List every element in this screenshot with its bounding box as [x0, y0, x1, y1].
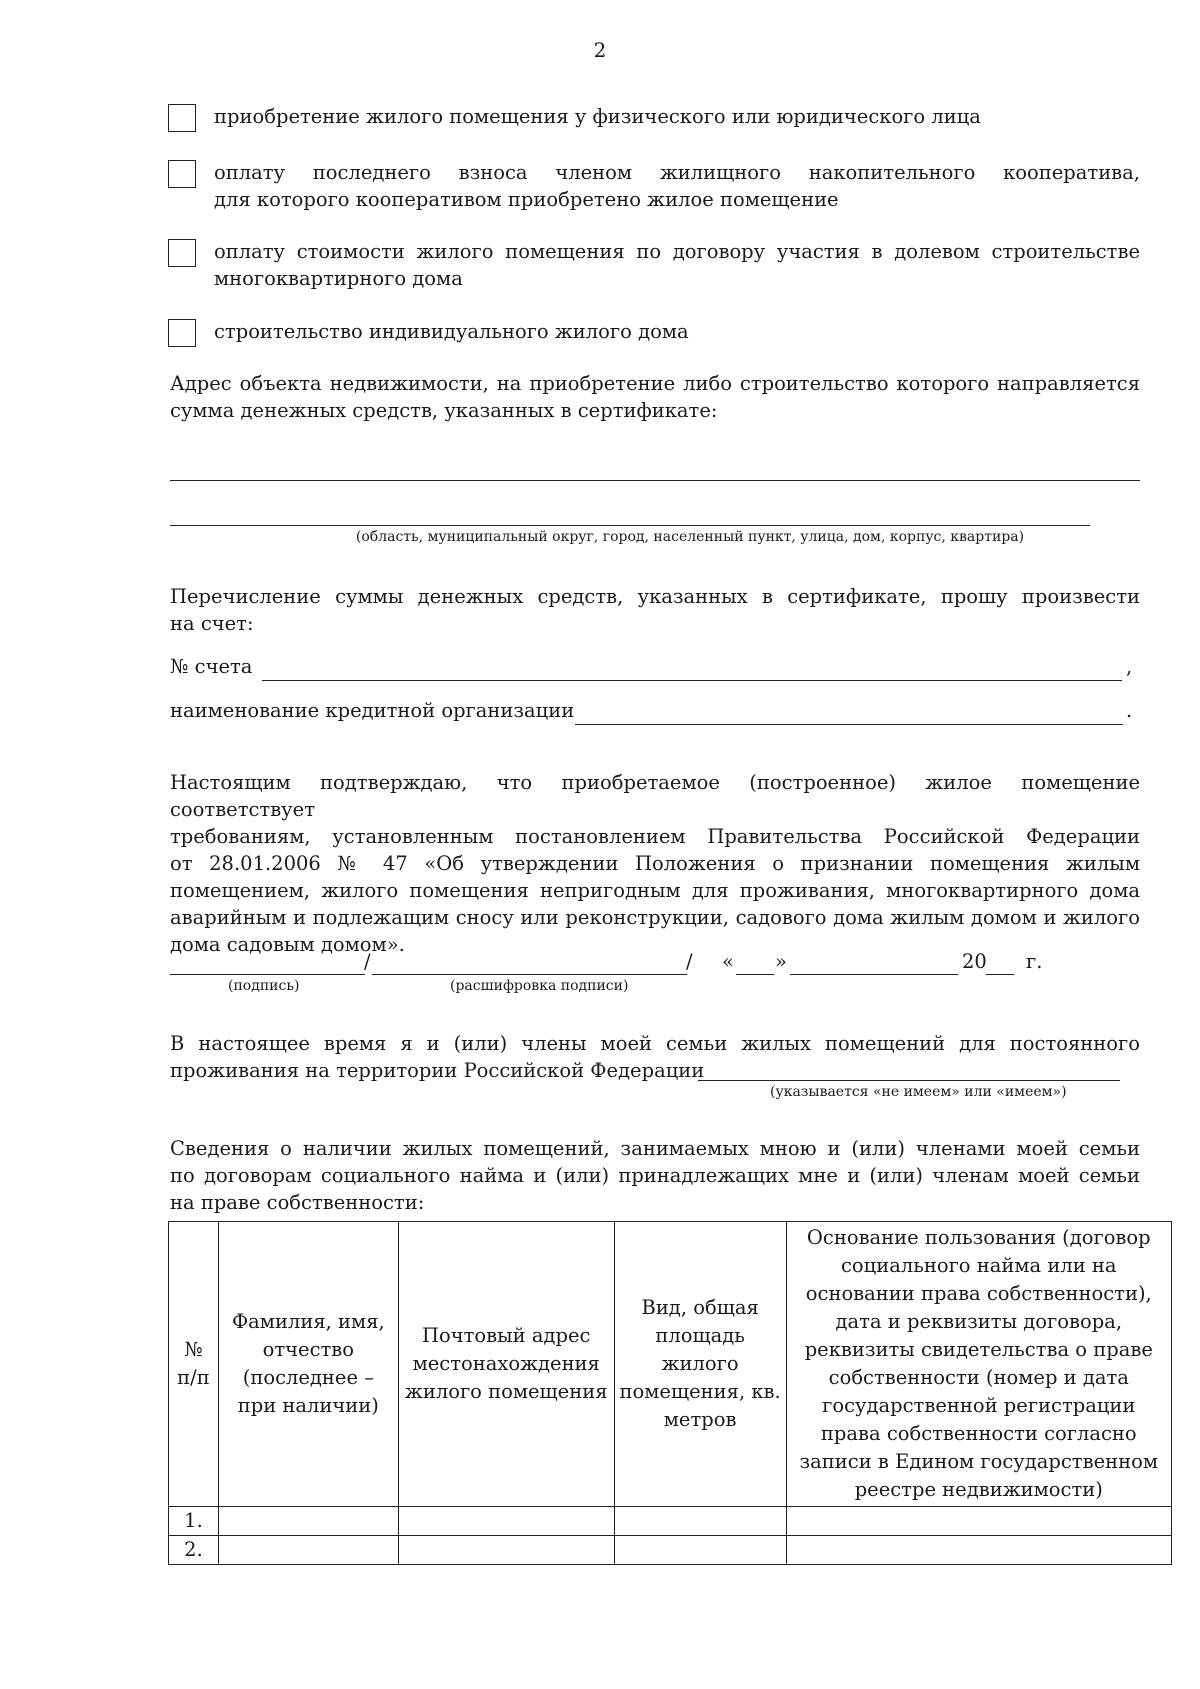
cell-address[interactable]	[398, 1536, 614, 1565]
header-basis: Основание пользования (договор социального найма или на основании права собственности), дата и реквизиты договора, реквизиты свидетельства о праве собственности (номер и дата государственной регистрации права собственности согласно записи в Едином государственном реестре недвижимости)	[786, 1222, 1171, 1507]
address-hint: (область, муниципальный округ, город, населенный пункт, улица, дом, корпус, квартира)	[355, 529, 1025, 545]
checkbox-purchase-from-person[interactable]	[168, 104, 196, 132]
housing-status-line2: проживания на территории Российской Федерации	[170, 1059, 705, 1082]
bank-period: .	[1126, 699, 1133, 722]
confirmation-line: аварийным и подлежащим сносу или реконструкции, садового дома жилым домом и жилого	[170, 906, 1140, 929]
address-line1: Адрес объекта недвижимости, на приобретение либо строительство которого направляется	[170, 372, 1140, 395]
table-header-row	[169, 1222, 1172, 1507]
option-text-line1: оплату последнего взноса членом жилищного накопительного кооператива,	[214, 161, 1140, 184]
option-individual-house	[168, 318, 1140, 345]
confirmation-last-line: дома садовым домом».	[170, 933, 405, 956]
cell-full-name[interactable]	[218, 1507, 398, 1536]
decoding-line[interactable]	[372, 974, 687, 975]
header-address: Почтовый адрес местонахождения жилого помещения	[398, 1222, 614, 1507]
table-row	[169, 1507, 1172, 1536]
bank-input-line[interactable]	[575, 724, 1123, 725]
option-cooperative-payment	[168, 159, 1140, 213]
cell-area[interactable]	[614, 1536, 786, 1565]
address-field-line-2[interactable]	[170, 525, 1090, 526]
transfer-line2: на счет:	[170, 612, 254, 635]
option-purchase-from-person	[168, 103, 1140, 130]
address-line2: сумма денежных средств, указанных в сертификате:	[170, 399, 718, 422]
confirmation-line: от 28.01.2006 № 47 «Об утверждении Положения о признании помещения жилым	[170, 852, 1140, 875]
table-row	[169, 1536, 1172, 1565]
confirmation-paragraph	[170, 769, 1140, 958]
account-row	[170, 655, 1140, 683]
account-input-line[interactable]	[262, 680, 1122, 681]
address-field-line-1[interactable]	[170, 480, 1140, 481]
bank-label: наименование кредитной организации	[170, 699, 575, 722]
cell-basis[interactable]	[786, 1507, 1171, 1536]
housing-status-hint: (указывается «не имеем» или «имеем»)	[770, 1084, 1067, 1100]
checkbox-cooperative-payment[interactable]	[168, 160, 196, 188]
year-prefix: 20	[962, 950, 987, 973]
cell-full-name[interactable]	[218, 1536, 398, 1565]
cell-area[interactable]	[614, 1507, 786, 1536]
date-quote-close: »	[775, 950, 787, 973]
header-number: № п/п	[169, 1222, 219, 1507]
housing-info-line1: Сведения о наличии жилых помещений, занимаемых мною и (или) членами моей семьи	[170, 1137, 1140, 1160]
housing-status-paragraph	[170, 1030, 1140, 1084]
checkbox-shared-construction[interactable]	[168, 239, 196, 267]
cell-basis[interactable]	[786, 1536, 1171, 1565]
option-text-line2: для которого кооперативом приобретено жилое помещение	[214, 188, 839, 211]
confirmation-line: Настоящим подтверждаю, что приобретаемое (построенное) жилое помещение соответствует	[170, 771, 1140, 821]
checkbox-individual-house[interactable]	[168, 319, 196, 347]
option-text: приобретение жилого помещения у физического или юридического лица	[214, 105, 981, 128]
address-paragraph	[170, 370, 1140, 424]
year-line[interactable]	[986, 974, 1014, 975]
decoding-hint: (расшифровка подписи)	[450, 978, 629, 994]
signature-row	[170, 950, 1070, 980]
year-suffix: г.	[1026, 950, 1043, 973]
housing-table	[168, 1221, 1172, 1565]
row-number: 2.	[169, 1536, 219, 1565]
signature-line[interactable]	[170, 974, 365, 975]
page-number: 2	[593, 38, 607, 62]
day-line[interactable]	[736, 974, 774, 975]
confirmation-line: требованиям, установленным постановлением Правительства Российской Федерации	[170, 825, 1140, 848]
row-number: 1.	[169, 1507, 219, 1536]
housing-status-line1: В настоящее время я и (или) члены моей семьи жилых помещений для постоянного	[170, 1032, 1140, 1055]
bank-row	[170, 699, 1140, 727]
housing-status-input-line[interactable]	[698, 1080, 1120, 1081]
month-line[interactable]	[790, 974, 958, 975]
option-text-line2: многоквартирного дома	[214, 267, 463, 290]
decoding-slash: /	[686, 950, 693, 973]
date-quote-open: «	[722, 950, 734, 973]
header-area: Вид, общая площадь жилого помещения, кв. метров	[614, 1222, 786, 1507]
transfer-line1: Перечисление суммы денежных средств, указанных в сертификате, прошу произвести	[170, 585, 1140, 608]
housing-info-line2: по договорам социального найма и (или) принадлежащих мне и (или) членам моей семьи	[170, 1164, 1140, 1187]
option-text-line1: оплату стоимости жилого помещения по договору участия в долевом строительстве	[214, 240, 1140, 263]
housing-info-paragraph	[170, 1135, 1140, 1216]
account-comma: ,	[1126, 655, 1133, 678]
confirmation-line: помещением, жилого помещения непригодным для проживания, многоквартирного дома	[170, 879, 1140, 902]
option-text: строительство индивидуального жилого дома	[214, 320, 689, 343]
option-shared-construction	[168, 238, 1140, 292]
housing-info-line3: на праве собственности:	[170, 1191, 425, 1214]
account-label: № счета	[170, 655, 253, 678]
header-full-name: Фамилия, имя, отчество (последнее – при наличии)	[218, 1222, 398, 1507]
signature-slash: /	[364, 950, 371, 973]
transfer-paragraph	[170, 583, 1140, 637]
signature-hint: (подпись)	[228, 978, 300, 994]
cell-address[interactable]	[398, 1507, 614, 1536]
